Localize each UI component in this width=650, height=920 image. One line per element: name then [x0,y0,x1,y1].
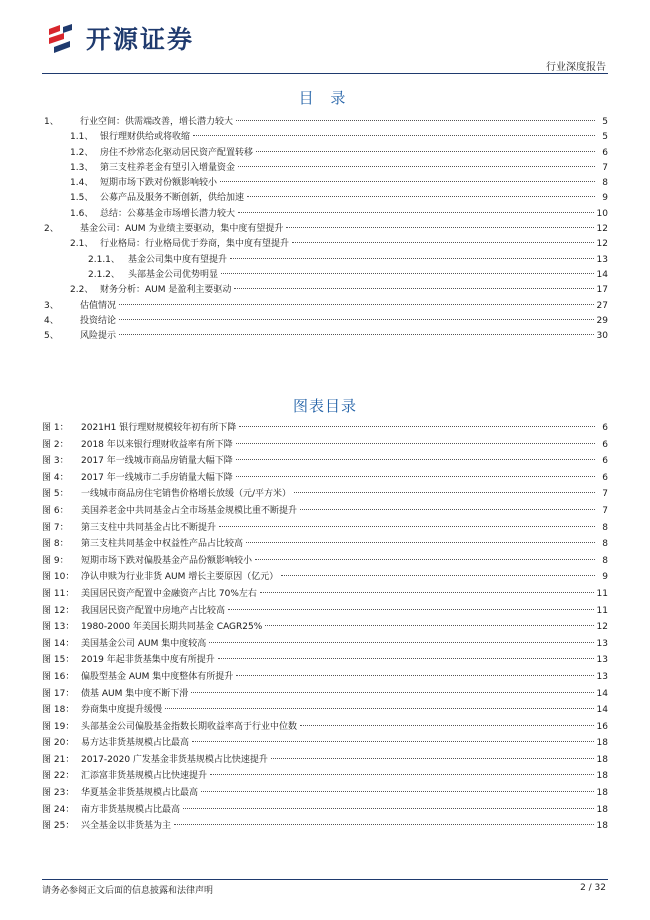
entry-number: 图 19： [42,721,75,732]
entry-page: 18 [596,804,608,815]
entry-page: 13 [596,655,608,666]
entry-title: 第三支柱中共同基金占比不断提升 [81,522,217,533]
entry-title: 银行理财供给或将收缩 [100,132,191,143]
logo-mark-icon [46,21,80,55]
entry-number: 图 18： [42,705,75,716]
dot-leader [300,725,594,726]
entry-number: 图 25： [42,821,75,832]
entry-number: 图 5： [42,489,69,500]
entry-title: 净认申赎为行业非货 AUM 增长主要原因（亿元） [81,572,279,583]
toc-entry[interactable] [42,207,608,222]
entry-number: 图 13： [42,622,75,633]
dot-leader [219,526,595,527]
dot-leader [239,426,595,427]
footer-disclaimer: 请务必参阅正文后面的信息披露和法律声明 [42,886,214,896]
entry-page: 18 [596,738,608,749]
dot-leader [286,227,593,228]
figure-entry[interactable] [42,785,608,802]
entry-number: 图 4： [42,472,69,483]
dot-leader [236,443,595,444]
entry-number: 2.1、 [70,239,94,250]
entry-title: 1980-2000 年美国长期共同基金 CAGR25% [81,622,263,633]
entry-number: 图 3： [42,456,69,467]
entry-page: 11 [596,605,608,616]
entry-page: 5 [602,132,608,143]
entry-title: 一线城市商品房住宅销售价格增长放缓（元/平方米） [81,489,292,500]
entry-number: 5、 [44,331,59,342]
figure-entry[interactable] [42,636,608,653]
entry-page: 12 [596,239,608,250]
figure-entry[interactable] [42,818,608,835]
toc-entry[interactable] [42,146,608,161]
figure-entry[interactable] [42,619,608,636]
entry-page: 13 [596,254,608,265]
dot-leader [218,658,594,659]
entry-title: 华夏基金非货基规模占比最高 [81,788,199,799]
dot-leader [300,509,595,510]
entry-title: 汇添富非货基规模占比快速提升 [81,771,208,782]
entry-page: 10 [596,208,608,219]
entry-number: 图 10： [42,572,75,583]
dot-leader [256,151,595,152]
figure-entry[interactable] [42,802,608,819]
entry-title: 美国养老金中共同基金占全市场基金规模比重不断提升 [81,505,298,516]
figure-entry[interactable] [42,768,608,785]
entry-number: 图 11： [42,588,75,599]
entry-title: 头部基金公司偏股基金指数长期收益率高于行业中位数 [81,721,298,732]
figure-entry[interactable] [42,453,608,470]
entry-page: 14 [596,688,608,699]
entry-number: 图 9： [42,555,69,566]
entry-title: 基金公司集中度有望提升 [128,254,228,265]
entry-number: 图 7： [42,522,69,533]
figure-entry[interactable] [42,470,608,487]
entry-number: 1.1、 [70,132,94,143]
entry-number: 图 23： [42,788,75,799]
figure-entry[interactable] [42,735,608,752]
entry-title: 易方达非货基规模占比最高 [81,738,190,749]
entry-title: 债基 AUM 集中度不断下滑 [81,688,189,699]
entry-page: 12 [596,622,608,633]
entry-number: 图 15： [42,655,75,666]
entry-title: 2019 年起非货基集中度有所提升 [81,655,215,666]
dot-leader [183,808,594,809]
toc-entry[interactable] [42,115,608,130]
toc-entry[interactable] [42,176,608,191]
dot-leader [192,741,594,742]
dot-leader [174,824,594,825]
figure-entry[interactable] [42,553,608,570]
entry-title: 券商集中度提升缓慢 [81,705,163,716]
entry-number: 2.1.1、 [88,254,120,265]
entry-number: 图 2： [42,439,69,450]
dot-leader [230,258,594,259]
entry-title: 房住不炒常态化驱动居民资产配置转移 [100,147,254,158]
dot-leader [247,196,595,197]
entry-number: 1、 [44,117,59,127]
entry-title: 基金公司：AUM 为业绩主要驱动，集中度有望提升 [80,224,284,235]
dot-leader [294,492,595,493]
dot-leader [236,476,595,477]
entry-title: 财务分析：AUM 是盈利主要驱动 [100,285,232,296]
entry-number: 图 1： [42,423,69,433]
entry-page: 18 [596,821,608,832]
entry-title: 2021H1 银行理财规模较年初有所下降 [81,423,237,433]
entry-number: 1.4、 [70,178,94,189]
entry-page: 18 [596,771,608,782]
entry-number: 2.2、 [70,285,94,296]
entry-number: 2.1.2、 [88,269,120,280]
entry-title: 美国居民资产配置中金融资产占比 70%左右 [81,588,257,599]
toc-entry[interactable] [42,130,608,145]
entry-page: 6 [602,147,608,158]
entry-title: 行业格局：行业格局优于券商，集中度有望提升 [100,239,290,250]
entry-number: 图 22： [42,771,75,782]
entry-page: 8 [602,178,608,189]
figure-entry[interactable] [42,520,608,537]
dot-leader [228,609,594,610]
entry-page: 6 [602,439,608,450]
dot-leader [292,242,594,243]
brand-logo [46,18,194,58]
figure-entry[interactable] [42,603,608,620]
entry-number: 图 12： [42,605,75,616]
dot-leader [220,181,595,182]
toc-entry[interactable] [42,329,608,344]
entry-page: 7 [602,162,608,173]
entry-page: 29 [596,315,608,326]
figures-title: 图表目录 [292,397,357,415]
dot-leader [271,758,594,759]
entry-page: 6 [602,456,608,467]
entry-title: 2018 年以来银行理财收益率有所下降 [81,439,233,450]
entry-page: 6 [602,423,608,433]
entry-number: 图 24： [42,804,75,815]
entry-page: 18 [596,754,608,765]
entry-page: 30 [596,331,608,342]
entry-page: 8 [602,522,608,533]
toc-entry[interactable] [42,299,608,314]
entry-title: 我国居民资产配置中房地产占比较高 [81,605,226,616]
dot-leader [193,135,595,136]
dot-leader [221,273,594,274]
header-divider [42,73,608,74]
figure-entry[interactable] [42,569,608,586]
entry-page: 12 [596,224,608,235]
entry-page: 9 [602,193,608,204]
figure-entry[interactable] [42,669,608,686]
dot-leader [119,334,594,335]
entry-page: 16 [596,721,608,732]
entry-page: 7 [602,489,608,500]
figure-entry[interactable] [42,503,608,520]
dot-leader [165,708,594,709]
figure-entry[interactable] [42,586,608,603]
entry-title: 公募产品及服务不断创新，供给加速 [100,193,245,204]
toc-entry[interactable] [42,237,608,252]
toc-title: 目 录 [298,89,352,107]
entry-title: 2017 年一线城市商品房销量大幅下降 [81,456,233,467]
report-type-label: 行业深度报告 [546,62,606,73]
entry-page: 13 [596,671,608,682]
logo-text: 开源证券 [86,25,195,54]
entry-page: 14 [596,269,608,280]
dot-leader [209,642,593,643]
entry-page: 17 [596,285,608,296]
entry-title: 估值情况 [80,300,117,311]
entry-title: 偏股型基金 AUM 集中度整体有所提升 [81,671,234,682]
entry-number: 1.5、 [70,193,94,204]
entry-page: 8 [602,539,608,550]
entry-title: 短期市场下跌对偏股基金产品份额影响较小 [81,555,253,566]
figure-entry[interactable] [42,420,608,437]
toc-entry[interactable] [42,268,608,283]
entry-number: 3、 [44,300,59,311]
entry-number: 1.2、 [70,147,94,158]
entry-title: 第三支柱养老金有望引入增量资金 [100,162,236,173]
entry-title: 头部基金公司优势明显 [128,269,219,280]
dot-leader [238,212,594,213]
entry-title: 总结：公募基金市场增长潜力较大 [100,208,236,219]
entry-number: 2、 [44,224,59,235]
entry-page: 13 [596,638,608,649]
entry-title: 南方非货基规模占比最高 [81,804,181,815]
entry-page: 14 [596,705,608,716]
entry-page: 7 [602,505,608,516]
entry-number: 图 14： [42,638,75,649]
entry-page: 8 [602,555,608,566]
toc-entry[interactable] [42,314,608,329]
page-indicator: 2 / 32 [580,883,606,893]
entry-title: 美国基金公司 AUM 集中度较高 [81,638,207,649]
figure-entry[interactable] [42,437,608,454]
entry-number: 图 16： [42,671,75,682]
figure-entry[interactable] [42,702,608,719]
entry-number: 图 21： [42,754,75,765]
entry-title: 2017-2020 广发基金非货基规模占比快速提升 [81,754,268,765]
toc-list [42,115,608,344]
dot-leader [246,542,595,543]
entry-page: 27 [596,300,608,311]
toc-entry[interactable] [42,191,608,206]
dot-leader [265,625,593,626]
entry-title: 兴全基金以非货基为主 [81,821,172,832]
dot-leader [236,120,595,121]
entry-number: 图 17： [42,688,75,699]
toc-entry[interactable] [42,283,608,298]
entry-page: 6 [602,472,608,483]
dot-leader [119,319,594,320]
dot-leader [201,791,594,792]
figure-entry[interactable] [42,719,608,736]
figures-list [42,420,608,835]
figure-entry[interactable] [42,536,608,553]
entry-title: 短期市场下跌对份额影响较小 [100,178,218,189]
figure-entry[interactable] [42,486,608,503]
entry-title: 行业空间：供需端改善，增长潜力较大 [80,117,234,127]
figure-entry[interactable] [42,752,608,769]
entry-page: 18 [596,788,608,799]
entry-number: 图 8： [42,539,69,550]
entry-number: 图 6： [42,505,69,516]
footer-divider [42,879,608,880]
figure-entry[interactable] [42,652,608,669]
dot-leader [119,304,594,305]
entry-page: 5 [602,117,608,127]
toc-entry[interactable] [42,222,608,237]
entry-title: 风险提示 [80,331,117,342]
dot-leader [236,459,595,460]
entry-title: 2017 年一线城市二手房销量大幅下降 [81,472,233,483]
entry-page: 9 [602,572,608,583]
dot-leader [236,675,593,676]
entry-page: 11 [596,588,608,599]
dot-leader [210,774,594,775]
figure-entry[interactable] [42,686,608,703]
dot-leader [238,166,595,167]
entry-title: 第三支柱共同基金中权益性产品占比较高 [81,539,244,550]
entry-number: 4、 [44,315,59,326]
dot-leader [255,559,595,560]
dot-leader [260,592,594,593]
entry-number: 1.6、 [70,208,94,219]
entry-title: 投资结论 [80,315,117,326]
dot-leader [234,288,593,289]
entry-number: 1.3、 [70,162,94,173]
toc-entry[interactable] [42,161,608,176]
dot-leader [191,692,593,693]
dot-leader [281,575,595,576]
entry-number: 图 20： [42,738,75,749]
toc-entry[interactable] [42,253,608,268]
